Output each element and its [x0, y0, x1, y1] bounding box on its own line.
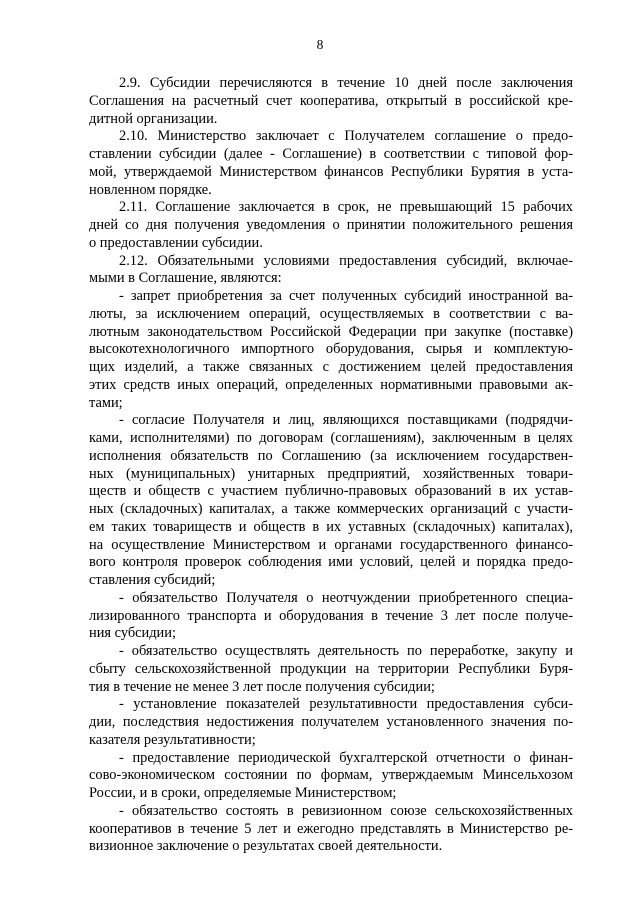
text-line: - установление показателей результативности предоставления субси- [119, 696, 573, 713]
text-line: казателя результативности; [89, 731, 256, 748]
paragraph-p-2-12 [89, 253, 573, 289]
text-line: лютным законодательством Российской Федерации при закупке (поставке) [89, 323, 573, 340]
text-line: визионное заключение о результатах своей деятельности. [89, 838, 443, 855]
paragraph-item-indicators [89, 696, 573, 749]
text-line: ем таких товариществ и обществ в их уставных (складочных) капиталах), [89, 518, 573, 535]
text-line: мыми в Соглашение, являются: [89, 270, 282, 287]
text-line: о предоставлении субсидии. [89, 234, 263, 251]
text-line: ния субсидии; [89, 625, 176, 642]
text-line: ками, исполнителями) по договорам (соглашениям), заключенным в целях [89, 430, 573, 446]
text-line: - согласие Получателя и лиц, являющихся поставщиками (подрядчи- [119, 412, 573, 429]
text-line: кооперативов в течение 5 лет и ежегодно представлять в Министерство ре- [89, 820, 573, 837]
text-line: этих средств иных операций, определенных нормативными правовыми ак- [89, 376, 573, 393]
text-line: дней со дня получения уведомления о принятии положительного решения [89, 217, 573, 233]
text-line: 2.9. Субсидии перечисляются в течение 10 дней после заключения [119, 75, 573, 91]
text-line: ществ и обществ с участием публично-правовых образований в их устав- [89, 483, 573, 500]
text-line: 2.10. Министерство заключает с Получателем соглашение о предо- [119, 128, 573, 145]
page-number: 8 [316, 37, 324, 52]
text-line: - предоставление периодической бухгалтерской отчетности о финан- [119, 749, 573, 766]
paragraph-p-2-10 [89, 128, 573, 199]
paragraph-item-currency-ban [89, 288, 573, 412]
text-line: ставлении субсидии (далее - Соглашение) в соответствии с типовой фор- [89, 146, 573, 162]
text-line: 2.12. Обязательными условиями предоставления субсидий, включае- [119, 252, 573, 269]
text-line: исполнения обязательств по Соглашению (за исключением государствен- [89, 447, 573, 464]
text-line: ных (муниципальных) унитарных предприятий, хозяйственных товари- [89, 465, 573, 482]
text-line: вого контроля проверок соблюдения ими условий, целей и порядка предо- [89, 554, 573, 571]
text-line: мой, утверждаемой Министерством финансов Республики Бурятия в уста- [89, 163, 573, 180]
text-line: - обязательство Получателя о неотчуждении приобретенного специа- [119, 589, 573, 606]
text-line: тия в течение не менее 3 лет после получения субсидии; [89, 678, 435, 695]
paragraph-p-2-11 [89, 199, 573, 252]
text-line: - обязательство состоять в ревизионном союзе сельскохозяйственных [119, 802, 573, 819]
text-line: России, и в сроки, определяемые Министерством; [89, 785, 397, 801]
paragraph-item-no-alienation [89, 590, 573, 643]
text-line: 2.11. Соглашение заключается в срок, не превышающий 15 рабочих [119, 199, 573, 216]
paragraph-item-consent-audit [89, 412, 573, 590]
text-line: - запрет приобретения за счет полученных субсидий иностранной ва- [119, 288, 573, 304]
text-line: ных (складочных) капиталах, а также коммерческих организаций с участи- [89, 501, 573, 517]
paragraph-item-reporting [89, 750, 573, 803]
text-line: дии, последствия недостижения получателем установленного значения по- [89, 714, 573, 730]
text-line: Соглашения на расчетный счет кооператива, открытый в российской кре- [89, 92, 573, 109]
text-line: высокотехнологичного импортного оборудования, сырья и комплектую- [89, 341, 573, 358]
text-line: тами; [89, 394, 123, 411]
text-line: - обязательство осуществлять деятельность по переработке, закупу и [119, 643, 573, 659]
text-line: лизированного транспорта и оборудования в течение 3 лет после получе- [89, 607, 573, 624]
paragraph-item-audit-union [89, 803, 573, 856]
text-line: сбыту сельскохозяйственной продукции на территории Республики Буря- [89, 660, 573, 677]
text-line: на осуществление Министерством и органами государственного финансо- [89, 536, 573, 553]
text-line: щих изделий, а также связанных с достижением целей предоставления [89, 359, 573, 375]
document-body [89, 75, 573, 856]
paragraph-p-2-9 [89, 75, 573, 128]
text-line: новленном порядке. [89, 181, 212, 198]
text-line: ставления субсидий; [89, 572, 216, 588]
text-line: сово-экономическом состоянии по формам, утверждаемым Минсельхозом [89, 767, 573, 784]
text-line: люты, за исключением операций, осуществляемых в соответствии с ва- [89, 305, 573, 322]
paragraph-item-activity [89, 643, 573, 696]
text-line: дитной организации. [89, 110, 218, 127]
